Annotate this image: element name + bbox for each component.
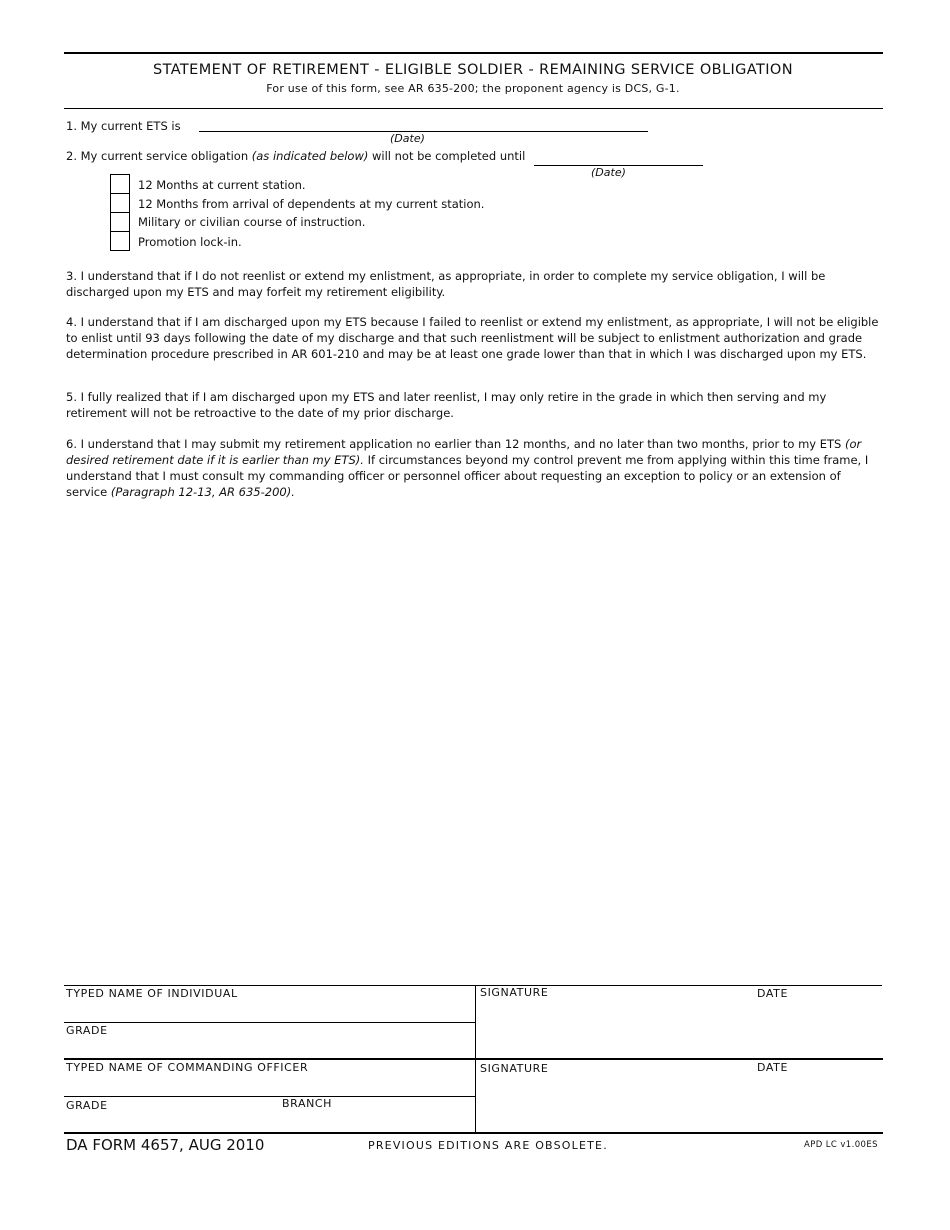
- form-subtitle: For use of this form, see AR 635-200; the proponent agency is DCS, G-1.: [266, 82, 680, 95]
- version-label: APD LC v1.00ES: [804, 1140, 878, 1150]
- form-title: STATEMENT OF RETIREMENT - ELIGIBLE SOLDIER - REMAINING SERVICE OBLIGATION: [152, 62, 793, 78]
- p6-part-a: 6. I understand that I may submit my retirement application no earlier than 12 months, and no later than two months, prior to my ETS: [66, 437, 845, 451]
- checkbox-label: Military or civilian course of instruction.: [138, 215, 366, 229]
- item1-date-caption: (Date): [390, 132, 425, 145]
- item2-label-c: will not be completed until: [368, 149, 526, 163]
- signature-2-label: SIGNATURE: [480, 1062, 549, 1075]
- checkbox-12-months-station[interactable]: [110, 174, 130, 194]
- checkbox-promotion-lock-in[interactable]: [110, 231, 130, 251]
- item1-label: 1. My current ETS is: [66, 119, 181, 133]
- paragraph-4: 4. I understand that if I am discharged upon my ETS because I failed to reenlist or extend my enlistment, as appropriate, I will not be eligible to enlist until 93 days following the date of my discharge and that such reenlistment will be subject to enlistment authorization and grade determination procedure prescribed in AR 601-210 and may be at least one grade lower than that in which I was discharged upon my ETS.: [66, 315, 879, 361]
- p6-part-b: (or desired retirement date if it is earlier than my ETS).: [66, 437, 862, 467]
- branch-label: BRANCH: [282, 1097, 333, 1110]
- typed-name-individual-label: TYPED NAME OF INDIVIDUAL: [66, 987, 238, 1000]
- paragraph-5: 5. I fully realized that if I am discharged upon my ETS and later reenlist, I may only retire in the grade in which then serving and my retirement will not be retroactive to the date of my prior discharge.: [66, 390, 827, 420]
- item2-label-b: (as indicated below): [251, 149, 369, 163]
- paragraph-3: 3. I understand that if I do not reenlist or extend my enlistment, as appropriate, in order to complete my service obligation, I will be discharged upon my ETS and may forfeit my retirement eligibility.: [66, 269, 826, 299]
- sig-row1-mid-rule: [64, 1022, 476, 1023]
- sig-block-middle-rule: [64, 1058, 883, 1060]
- grade-1-label: GRADE: [66, 1024, 108, 1037]
- top-rule: [64, 52, 883, 54]
- grade-2-label: GRADE: [66, 1099, 108, 1112]
- checkbox-12-months-dependents[interactable]: [110, 193, 130, 213]
- previous-editions-note: PREVIOUS EDITIONS ARE OBSOLETE.: [368, 1139, 608, 1152]
- checkbox-course-of-instruction[interactable]: [110, 212, 130, 232]
- form-id: DA FORM 4657, AUG 2010: [66, 1136, 265, 1154]
- checkbox-label: 12 Months from arrival of dependents at my current station.: [138, 197, 485, 211]
- sig-block-top-rule: [64, 985, 882, 986]
- sig-row2-mid-rule: [64, 1096, 476, 1097]
- signature-1-label: SIGNATURE: [480, 986, 549, 999]
- typed-name-co-label: TYPED NAME OF COMMANDING OFFICER: [66, 1061, 309, 1074]
- item2-label-a: 2. My current service obligation: [66, 149, 252, 163]
- item2-label: [66, 149, 525, 163]
- date-1-label: DATE: [757, 987, 789, 1000]
- p6-part-c: If circumstances beyond my control prevent me from applying within this time frame, I understand that I must consult my commanding officer or personnel officer about requesting an exception to policy or an extension of service: [66, 453, 869, 499]
- sig-block-divider: [475, 985, 476, 1133]
- paragraph-6: [66, 436, 881, 500]
- p6-part-d: (Paragraph 12-13, AR 635-200).: [110, 485, 295, 499]
- checkbox-label: 12 Months at current station.: [138, 178, 306, 192]
- date-2-label: DATE: [757, 1061, 789, 1074]
- item2-date-caption: (Date): [591, 166, 626, 179]
- checkbox-label: Promotion lock-in.: [138, 235, 242, 249]
- header-rule: [64, 108, 883, 109]
- sig-block-bottom-rule: [64, 1132, 883, 1134]
